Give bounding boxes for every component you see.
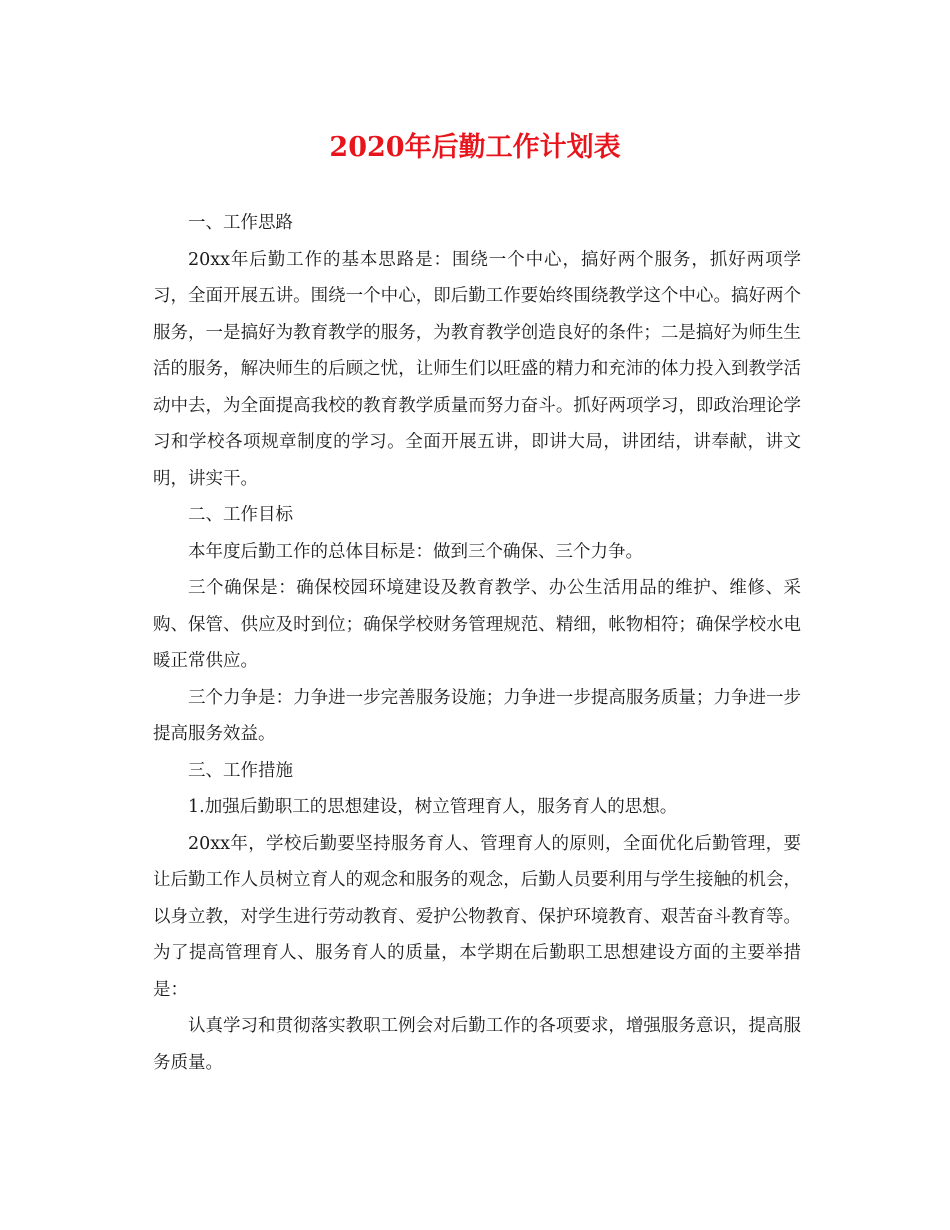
paragraph-three-strives: 三个力争是：力争进一步完善服务设施；力争进一步提高服务质量；力争进一步提高服务效益。: [153, 687, 801, 744]
paragraph-measure-1: 1.加强后勤职工的思想建设，树立管理育人，服务育人的思想。: [188, 797, 678, 817]
section-heading-work-approach: 一、工作思路: [188, 213, 293, 233]
document-body: [153, 205, 801, 1081]
paragraph-measure-1-detail: 20xx年，学校后勤要坚持服务育人、管理育人的原则，全面优化后勤管理，要让后勤工作人员树立育人的观念和服务的观念，后勤人员要利用与学生接触的机会，以身立教，对学生进行劳动教育、爱护公物教育、保护环境教育、艰苦奋斗教育等。为了提高管理育人、服务育人的质量，本学期在后勤职工思想建设方面的主要举措是：: [153, 833, 801, 1000]
paragraph-measure-1-action: 认真学习和贯彻落实教职工例会对后勤工作的各项要求，增强服务意识，提高服务质量。: [153, 1016, 801, 1073]
paragraph-overall-goal: 本年度后勤工作的总体目标是：做到三个确保、三个力争。: [188, 541, 643, 562]
paragraph-work-approach: 20xx年后勤工作的基本思路是：围绕一个中心，搞好两个服务，抓好两项学习，全面开展五讲。围绕一个中心，即后勤工作要始终围绕教学这个中心。搞好两个服务，一是搞好为教育教学的服务，为教育教学创造良好的条件；二是搞好为师生生活的服务，解决师生的后顾之忧，让师生们以旺盛的精力和充沛的体力投入到教学活动中去，为全面提高我校的教育教学质量而努力奋斗。抓好两项学习，即政治理论学习和学校各项规章制度的学习。全面开展五讲，即讲大局，讲团结，讲奉献，讲文明，讲实干。: [153, 249, 801, 489]
section-heading-work-measures: 三、工作措施: [188, 760, 293, 781]
paragraph-three-ensures: 三个确保是：确保校园环境建设及教育教学、办公生活用品的维护、维修、采购、保管、供应及时到位；确保学校财务管理规范、精细，帐物相符；确保学校水电暖正常供应。: [153, 578, 801, 671]
section-heading-work-goals: 二、工作目标: [188, 505, 293, 525]
document-title: 2020年后勤工作计划表: [329, 132, 621, 163]
